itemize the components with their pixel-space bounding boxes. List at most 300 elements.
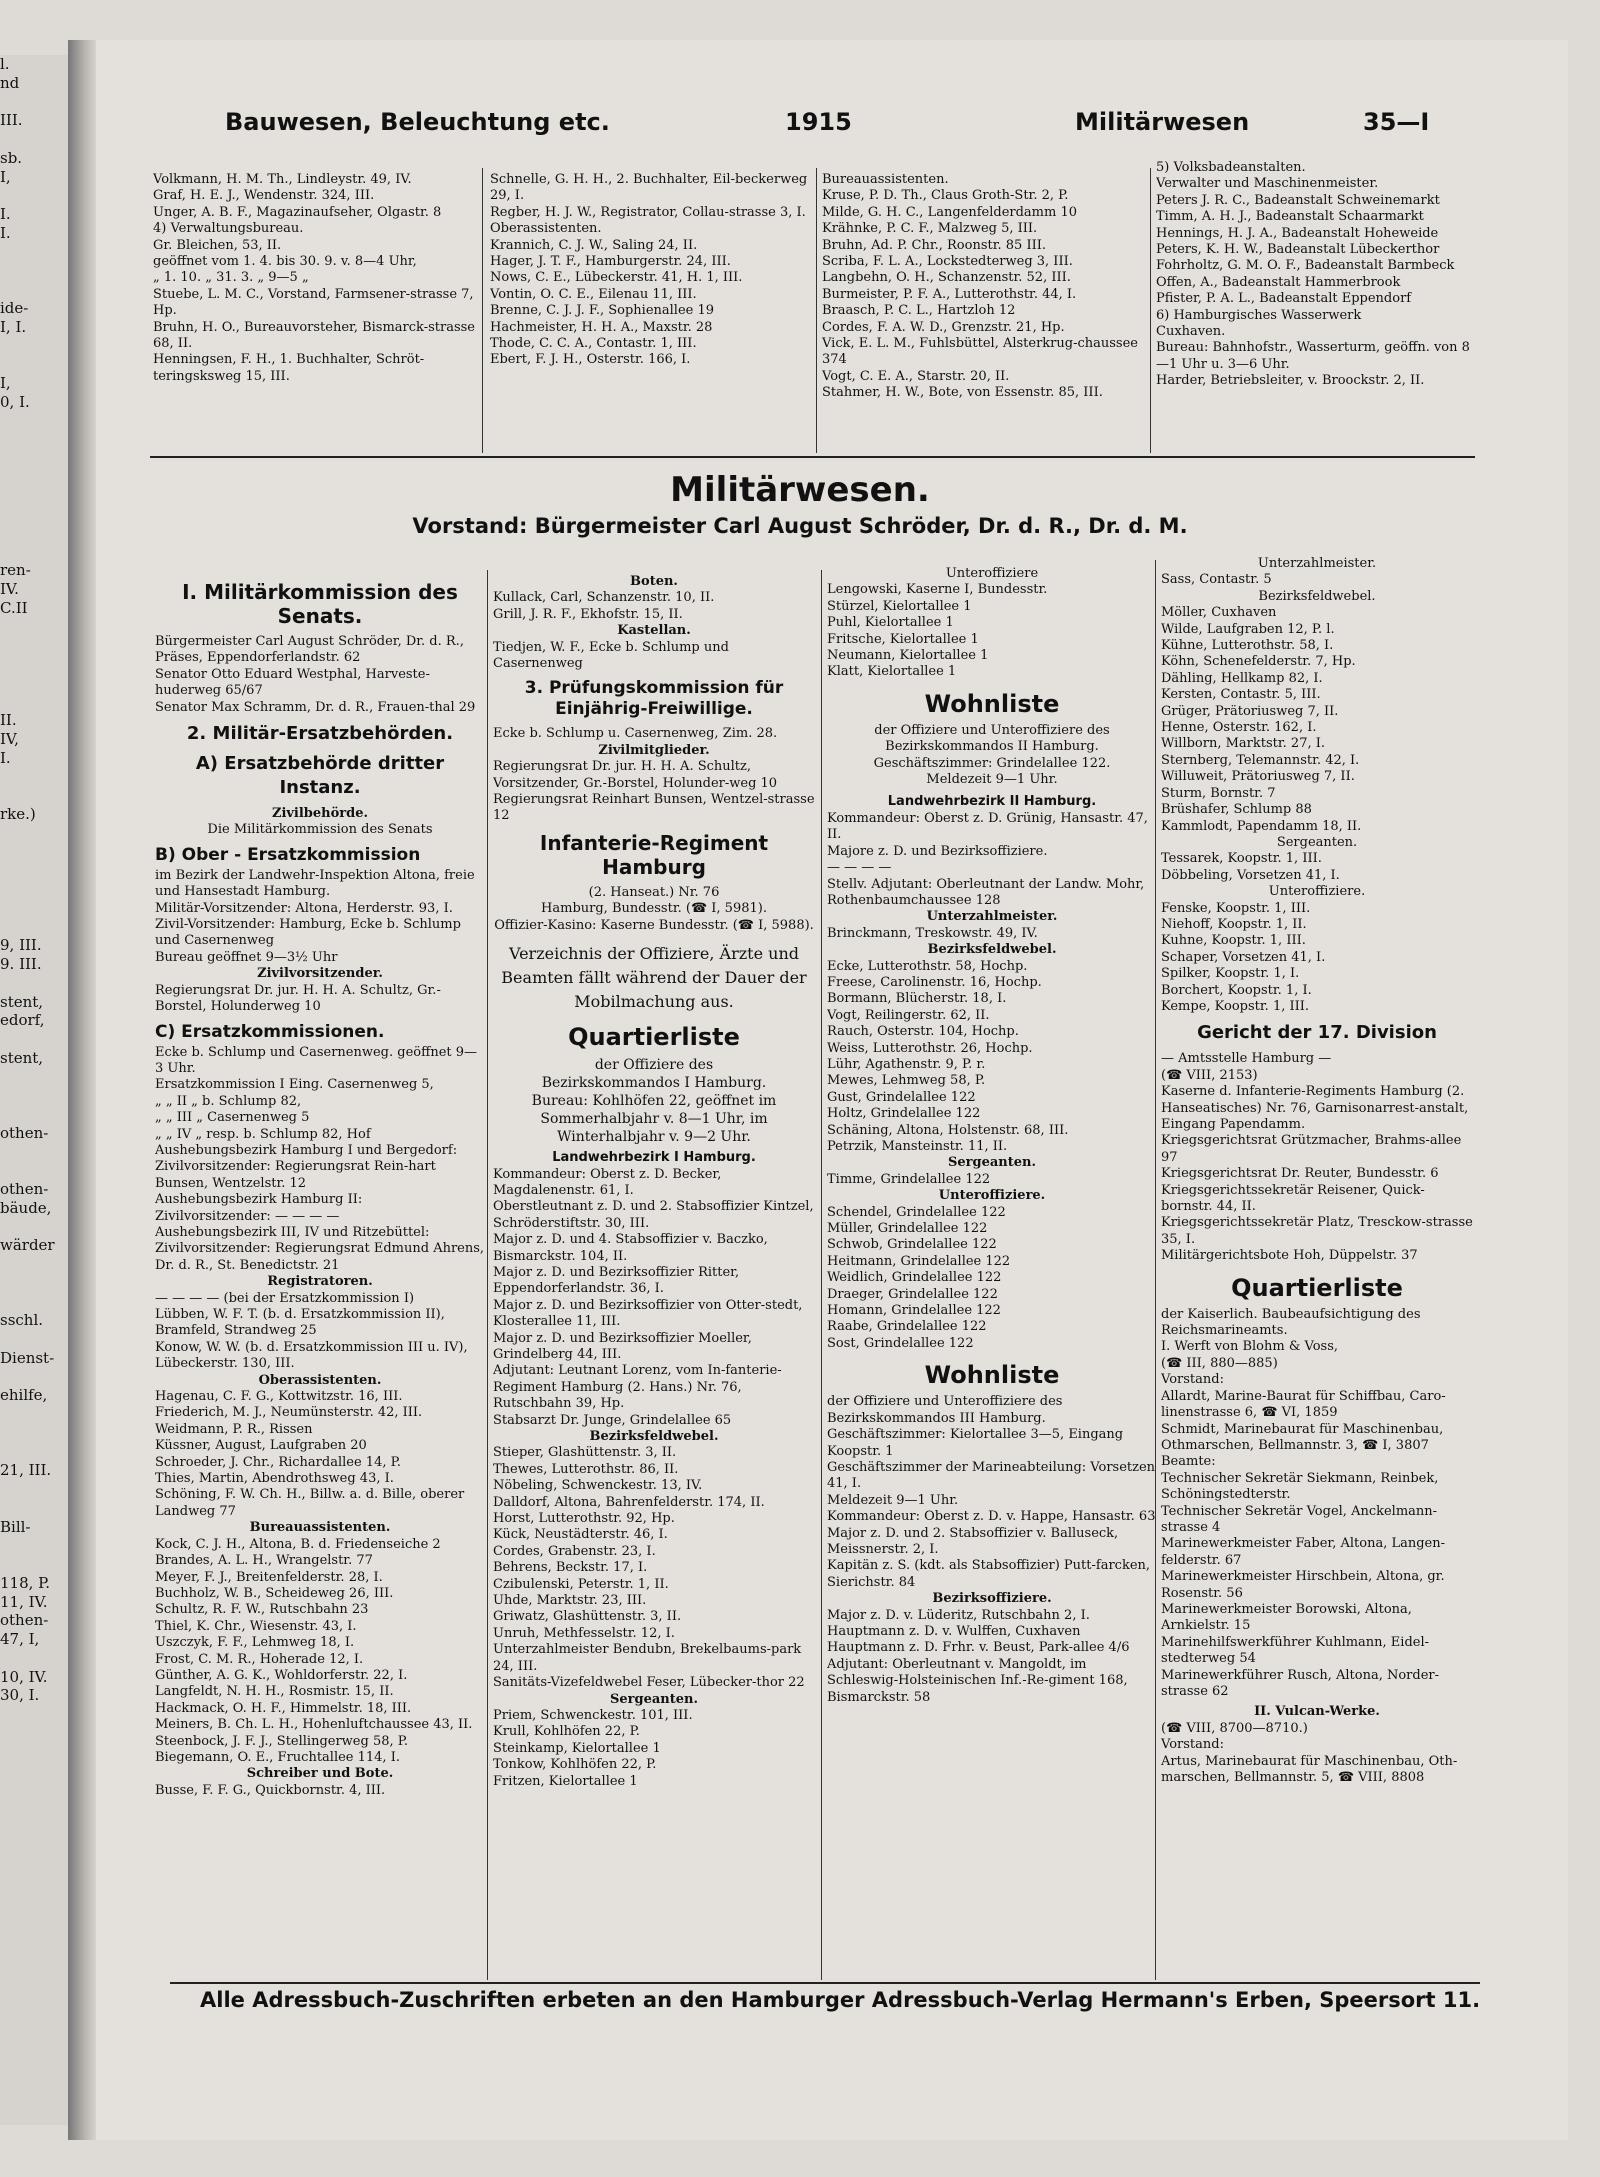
list-entry: Weiss, Lutterothstr. 26, Hochp. [827, 1040, 1033, 1056]
list-entry: Kommandeur: Oberst z. D. Grünig, Hansastr. 47, II. [827, 810, 1148, 843]
subheading: Oberassistenten. [258, 1372, 382, 1388]
list-entry: Major z. D. und Bezirksoffizier Ritter, Eppendorferlandstr. 36, I. [493, 1264, 740, 1297]
list-entry: Fenske, Koopstr. 1, III. [1161, 900, 1311, 916]
list-entry: Fritzen, Kielortallee 1 [493, 1773, 638, 1789]
list-entry: Major z. D. und Bezirksoffizier von Otter-stedt, Klosterallee 11, III. [493, 1297, 803, 1330]
list-entry: 5) Volksbadeanstalten. [1156, 160, 1306, 175]
prev-page-fragment: 47, I, [0, 1630, 40, 1648]
list-entry: Sturm, Bornstr. 7 [1161, 785, 1276, 801]
list-entry: Rauch, Osterstr. 104, Hochp. [827, 1024, 1019, 1040]
entry-list [155, 1291, 485, 1373]
list-entry: Vick, E. L. M., Fuhlsbüttel, Alsterkrug-chaussee 374 [822, 336, 1138, 368]
list-entry: Oberassistenten. [490, 221, 602, 237]
list-entry: Spilker, Koopstr. 1, I. [1161, 966, 1300, 982]
list-entry: Bureau: Bahnhofstr., Wasserturm, geöffn. von 8—1 Uhr u. 3—6 Uhr. [1156, 340, 1470, 372]
list-entry: Sternberg, Telemannstr. 42, I. [1161, 752, 1360, 768]
list-entry: Peters, K. H. W., Badeanstalt Lübeckerthor [1156, 242, 1440, 258]
prev-page-fragment [0, 674, 68, 693]
prev-page-fragment: sb. [0, 148, 23, 167]
entry-list [493, 1056, 815, 1146]
main-column-4 [1161, 556, 1473, 1984]
page-title: Militärwesen. [670, 470, 930, 510]
list-entry: Borchert, Koopstr. 1, I. [1161, 982, 1312, 998]
list-entry: Vogt, C. E. A., Starstr. 20, II. [822, 368, 1010, 384]
list-entry: Frost, C. M. R., Hoherade 12, I. [155, 1651, 364, 1667]
list-entry: Wilde, Laufgraben 12, P. l. [1161, 621, 1335, 637]
list-entry: Vorstand: [1161, 1737, 1224, 1753]
column-rule [482, 168, 483, 453]
prev-page-fragment: 10, IV. [0, 1667, 48, 1686]
top-column-3 [822, 172, 1152, 462]
list-entry: Schroeder, J. Chr., Richardallee 14, P. [155, 1454, 401, 1470]
list-entry: Hennings, H. J. A., Badeanstalt Hoheweide [1156, 225, 1439, 241]
prev-page-fragment: rke.) [0, 805, 36, 823]
subheading: Registratoren. [267, 1274, 373, 1290]
list-entry: Biegemann, O. E., Fruchtallee 114, I. [155, 1749, 400, 1765]
list-entry: Major z. D. und 2. Stabsoffizier v. Balluseck, Meissnerstr. 2, I. [827, 1525, 1119, 1557]
entry-list [827, 582, 1157, 680]
list-entry: Kruse, P. D. Th., Claus Groth-Str. 2, P. [822, 188, 1069, 204]
list-entry: Griwatz, Glashüttenstr. 3, II. [493, 1609, 682, 1625]
entry: Sass, Contastr. 5 [1161, 572, 1272, 588]
list-entry: Kammlodt, Papendamm 18, II. [1161, 818, 1362, 834]
list-entry: Unger, A. B. F., Magazinaufseher, Olgastr. 8 [153, 204, 442, 220]
entry-list [493, 1708, 815, 1790]
list-entry: Raabe, Grindelallee 122 [827, 1319, 987, 1335]
list-entry: Major z. D. v. Lüderitz, Rutschbahn 2, I. [827, 1607, 1090, 1623]
prev-page-fragment [0, 786, 68, 805]
list-entry: Marinehilfswerkführer Kuhlmann, Eidel-stedterweg 54 [1161, 1634, 1430, 1667]
list-entry: Friederich, M. J., Neumünsterstr. 42, III. [155, 1405, 423, 1421]
list-entry: Burmeister, P. F. A., Lutterothstr. 44, I. [822, 286, 1077, 302]
prev-page-fragment: I. [0, 223, 11, 242]
prev-page-fragment [0, 1330, 68, 1349]
column-rule [821, 570, 822, 1980]
list-entry: Timm, A. H. J., Badeanstalt Schaarmarkt [1156, 209, 1424, 225]
list-entry: Zivilvorsitzender: — — — — [155, 1208, 340, 1224]
main-column-1 [155, 574, 485, 1984]
list-entry: Cuxhaven. [1156, 324, 1226, 340]
list-entry: Kock, C. J. H., Altona, B. d. Friedenseiche 2 [155, 1536, 441, 1552]
heading-landwehrbezirk-ii: Landwehrbezirk II Hamburg. [887, 794, 1097, 810]
list-entry: Cordes, Grabenstr. 23, I. [493, 1543, 656, 1559]
prev-page-fragment: othen- [0, 1123, 49, 1142]
prev-page-fragment [0, 824, 68, 843]
list-entry: Technischer Sekretär Siekmann, Reinbek, Schöningstedterstr. [1161, 1470, 1439, 1503]
list-entry: Kriegsgerichtsrat Dr. Reuter, Bundesstr. 6 [1161, 1166, 1439, 1182]
prev-page-fragment [0, 1368, 68, 1387]
entry-list [490, 172, 810, 369]
heading-gericht: Gericht der 17. Division [1197, 1022, 1437, 1044]
list-entry: Senator Otto Eduard Westphal, Harveste-huderweg 65/67 [155, 666, 430, 699]
entry-list [155, 1537, 485, 1767]
prev-page-fragment: I, [0, 167, 11, 186]
list-entry: Offen, A., Badeanstalt Hammerbrook [1156, 274, 1401, 290]
list-entry: Vogt, Reilingerstr. 62, II. [827, 1007, 990, 1023]
list-entry: Fohrholtz, G. M. O. F., Badeanstalt Barmbeck [1156, 258, 1455, 274]
list-entry: Lühr, Agathenstr. 9, P. r. [827, 1056, 986, 1072]
prev-page-fragment [0, 243, 68, 262]
prev-page-fragment [0, 355, 68, 374]
list-entry: Bormann, Blücherstr. 18, I. [827, 991, 1007, 1007]
list-entry: Majore z. D. und Bezirksoffiziere. [827, 843, 1048, 859]
prev-page-fragment: II. [0, 711, 17, 730]
prev-page-fragment: othen- [0, 1180, 49, 1198]
list-entry: Czibulenski, Peterstr. 1, II. [493, 1576, 669, 1592]
list-entry: Kempe, Koopstr. 1, III. [1161, 998, 1310, 1014]
list-entry: Militär-Vorsitzender: Altona, Herderstr. 93, I. [155, 900, 453, 916]
prev-page-fragment [0, 918, 68, 937]
prev-page-fragment: l. [0, 55, 10, 73]
entry-list [822, 172, 1152, 402]
list-entry: Brüshafer, Schlump 88 [1161, 802, 1312, 818]
list-entry: Schäning, Altona, Holstenstr. 68, III. [827, 1122, 1069, 1138]
prev-page-fragment [0, 1480, 68, 1499]
list-entry: Marinewerkmeister Borowski, Altona, Arnkielstr. 15 [1161, 1601, 1412, 1634]
prev-page-fragment: wärder [0, 1236, 55, 1255]
list-entry: Bureau geöffnet 9—3½ Uhr [155, 949, 338, 965]
list-entry: Uszczyk, F. F., Lehmweg 18, I. [155, 1635, 355, 1651]
prev-page-fragment: I, I. [0, 317, 27, 336]
prev-page-fragment [0, 1649, 68, 1668]
entry-list [827, 1608, 1157, 1706]
heading-quartierliste: Quartierliste [568, 1023, 740, 1052]
list-entry: Marinewerkführer Rusch, Altona, Norder-strasse 62 [1161, 1667, 1439, 1699]
heading-ersatzkommissionen: C) Ersatzkommissionen. [155, 1021, 385, 1042]
prev-page-fragment [0, 1424, 68, 1443]
list-entry: Petrzik, Mansteinstr. 11, II. [827, 1139, 1008, 1154]
prev-page-fragment [0, 861, 68, 880]
list-entry: Draeger, Grindelallee 122 [827, 1286, 998, 1302]
list-entry: Grill, J. R. F., Ekhofstr. 15, II. [493, 606, 683, 622]
list-entry: (2. Hanseat.) Nr. 76 [588, 884, 720, 900]
prev-page-fragment: IV. [0, 580, 19, 598]
list-entry: Hamburg, Bundesstr. (☎ I, 5981). [541, 901, 767, 917]
entry-list [155, 868, 485, 966]
prev-page-fragment: 21, III. [0, 1461, 52, 1480]
prev-page-fragment: 11, IV. [0, 1592, 48, 1611]
column-rule [1155, 560, 1156, 1980]
list-entry: Allardt, Marine-Baurat für Schiffbau, Caro-linenstrasse 6, ☎ VI, 1859 [1161, 1388, 1446, 1421]
prev-page-fragment [0, 899, 68, 918]
list-entry: Bruhn, H. O., Bureauvorsteher, Bismarck-strasse 68, II. [153, 319, 475, 352]
subheading: Unterzahlmeister. [1257, 556, 1377, 571]
list-entry: Regierungsrat Reinhart Bunsen, Wentzel-strasse 12 [493, 792, 815, 824]
list-entry: Schmidt, Marinebaurat für Maschinenbau, Othmarschen, Bellmannstr. 3, ☎ I, 3807 [1161, 1421, 1444, 1453]
list-entry: — — — — (bei der Ersatzkommission I) [155, 1290, 415, 1306]
prev-page-fragment [0, 261, 68, 280]
heading-landwehrbezirk-i: Landwehrbezirk I Hamburg. [552, 1150, 756, 1166]
list-entry: Marinewerkmeister Faber, Altona, Langen-felderstr. 67 [1161, 1536, 1446, 1568]
list-entry: Möller, Cuxhaven [1161, 605, 1277, 621]
prev-page-fragment [0, 1555, 68, 1574]
prev-page-fragment [0, 1068, 68, 1087]
entry-list [493, 759, 815, 825]
list-entry: Schnelle, G. H. H., 2. Buchhalter, Eil-beckerweg 29, I. [490, 172, 808, 204]
list-entry: Meyer, F. J., Breitenfelderstr. 28, I. [155, 1569, 383, 1585]
subheading: Sergeanten. [610, 1691, 698, 1707]
list-entry: Kapitän z. S. (kdt. als Stabsoffizier) Putt-farcken, Sierichstr. 84 [827, 1558, 1151, 1590]
prev-page-fragment: ehilfe, [0, 1386, 48, 1405]
list-entry: Hachmeister, H. H. A., Maxstr. 28 [490, 319, 713, 335]
list-entry: Adjutant: Oberleutnant v. Mangoldt, im Schleswig-Holsteinischen Inf.-Re-giment 168, Bismarckstr. 58 [827, 1656, 1128, 1705]
prev-page-fragment [0, 93, 68, 112]
entry-list [1161, 901, 1473, 1016]
prev-page-fragment [0, 186, 68, 205]
list-entry: der Offiziere und Unteroffiziere des Bezirkskommandos III Hamburg. [827, 1394, 1063, 1426]
list-entry: Aushebungsbezirk Hamburg I und Bergedorf: [155, 1142, 458, 1158]
prev-page-fragment [0, 1030, 68, 1049]
list-entry: Nows, C. E., Lübeckerstr. 41, H. 1, III. [490, 270, 743, 286]
entry-list [827, 723, 1157, 789]
heading-wohnliste-iii: Wohnliste [924, 1361, 1060, 1390]
list-entry: der Kaiserlich. Baubeaufsichtigung des Reichsmarineamts. [1161, 1306, 1421, 1339]
list-entry: Brenne, C. J. J. F., Sophienallee 19 [490, 303, 715, 319]
list-entry: Schaper, Vorsetzen 41, I. [1161, 949, 1326, 965]
heading-ersatzbehoerde-a: A) Ersatzbehörde dritter Instanz. [195, 753, 445, 799]
list-entry: Bruhn, Ad. P. Chr., Roonstr. 85 III. [822, 237, 1046, 253]
list-entry: Kriegsgerichtsrat Grützmacher, Brahms-allee 97 [1161, 1133, 1462, 1165]
prev-page-fragment: III. [0, 111, 23, 130]
entry: Ecke b. Schlump u. Casernenweg, Zim. 28. [493, 726, 778, 742]
list-entry: Gr. Bleichen, 53, II. [153, 237, 282, 253]
list-entry: Dähling, Hellkamp 82, I. [1161, 670, 1323, 686]
list-entry: Niehoff, Koopstr. 1, II. [1161, 916, 1307, 932]
prev-page-fragment: othen- [0, 1611, 49, 1630]
list-entry: 4) Verwaltungsbureau. [153, 221, 304, 237]
main-column-3 [827, 566, 1157, 1984]
heading-militaerkommission: I. Militärkommission des Senats. [182, 580, 458, 628]
subheading: Bezirksfeldwebel. [927, 942, 1057, 958]
entry-list [1161, 1051, 1473, 1264]
list-entry: Kommandeur: Oberst z. D. Becker, Magdalenenstr. 61, I. [493, 1166, 722, 1198]
list-entry: Lengowski, Kaserne I, Bundesstr. [827, 582, 1048, 598]
column-rule [816, 168, 817, 453]
list-entry: Willuweit, Prätoriusweg 7, II. [1161, 769, 1355, 785]
prev-page-fragment [0, 618, 68, 637]
book-gutter [68, 40, 96, 2140]
list-entry: Offizier-Kasino: Kaserne Bundesstr. (☎ I, 5988). [494, 917, 814, 933]
column-rule [487, 570, 488, 1980]
top-column-4 [1156, 160, 1474, 460]
prev-page-fragment: 0, I. [0, 392, 30, 411]
list-entry: Ecke, Lutterothstr. 58, Hochp. [827, 958, 1028, 974]
list-entry: Langfeldt, N. H. H., Rosmistr. 15, II. [155, 1684, 394, 1700]
prev-page-fragment [0, 543, 68, 562]
prev-page-fragment: ide- [0, 298, 29, 317]
list-entry: Sanitäts-Vizefeldwebel Feser, Lübecker-thor 22 [493, 1675, 805, 1691]
prev-page-fragment [0, 1255, 68, 1274]
prev-page-fragment [0, 843, 68, 862]
list-entry: (☎ III, 880—885) [1161, 1355, 1278, 1371]
list-entry: Cordes, F. A. W. D., Grenzstr. 21, Hp. [822, 319, 1065, 335]
list-entry: Krähnke, P. C. F., Malzweg 5, III. [822, 221, 1038, 237]
prev-page-fragment: I. [0, 748, 11, 767]
prev-page-fragment [0, 1499, 68, 1518]
list-entry: Lübben, W. F. T. (b. d. Ersatzkommission II), Bramfeld, Strandweg 25 [155, 1307, 445, 1339]
prev-page-fragment [0, 636, 68, 655]
list-entry: Horst, Lutterothstr. 92, Hp. [493, 1511, 675, 1527]
header-page-number: 35—I [1363, 108, 1430, 136]
list-entry: Vorstand: [1161, 1372, 1224, 1388]
list-entry: Stahmer, H. W., Bote, von Essenstr. 85, III. [822, 385, 1103, 401]
list-entry: Nöbeling, Schwenckestr. 13, IV. [493, 1478, 703, 1494]
subheading: Unterzahlmeister. [926, 909, 1058, 925]
list-entry: Pfister, P. A. L., Badeanstalt Eppendorf [1156, 291, 1412, 307]
subheading: Schreiber und Bote. [246, 1766, 394, 1782]
list-entry: Konow, W. W. (b. d. Ersatzkommission III u. IV), Lübeckerstr. 130, III. [155, 1339, 468, 1372]
list-entry: Schöning, F. W. Ch. H., Billw. a. d. Bille, oberer Landweg 77 [155, 1487, 465, 1519]
entry-list [1161, 851, 1473, 884]
heading-infanterie-regiment: Infanterie-Regiment Hamburg [539, 830, 769, 879]
prev-page-fragment [0, 486, 68, 505]
list-entry: Stellv. Adjutant: Oberleutnant der Landw. Mohr, Rothenbaumchaussee 128 [827, 876, 1145, 908]
list-entry: Harder, Betriebsleiter, v. Broockstr. 2, II. [1156, 373, 1425, 389]
entry-list [155, 1389, 485, 1520]
prev-page-fragment [0, 505, 68, 524]
prev-page-fragment: I, [0, 373, 11, 392]
header-year: 1915 [785, 108, 852, 136]
list-entry: „ „ II „ b. Schlump 82, [155, 1093, 302, 1109]
prev-page-fragment: nd [0, 73, 20, 92]
list-entry: 6) Hamburgisches Wasserwerk [1156, 307, 1362, 323]
list-entry: Oberstleutnant z. D. und 2. Stabsoffizier Kintzel, Schröderstiftstr. 30, III. [493, 1199, 814, 1231]
heading-ersatzbehoerden: 2. Militär-Ersatzbehörden. [186, 723, 454, 745]
heading-pruefungskommission: 3. Prüfungskommission für Einjährig-Freiwillige. [524, 678, 784, 720]
list-entry: Brandes, A. L. H., Wrangelstr. 77 [155, 1553, 373, 1569]
list-entry: Bureau: Kohlhöfen 22, geöffnet im Sommerhalbjahr v. 8—1 Uhr, im Winterhalbjahr v. 9—2 Uhr. [531, 1093, 777, 1146]
prev-page-fragment [0, 693, 68, 712]
list-entry: Küssner, August, Laufgraben 20 [155, 1438, 367, 1454]
prev-page-fragment [0, 430, 68, 449]
prev-page-fragment: 9. III. [0, 955, 42, 973]
prev-page-fragment [0, 1161, 68, 1180]
list-entry: Verwalter und Maschinenmeister. [1156, 176, 1379, 192]
list-entry: Grüger, Prätoriusweg 7, II. [1161, 703, 1339, 719]
list-entry: „ „ III „ Casernenweg 5 [155, 1110, 310, 1126]
prev-page-fragment [0, 880, 68, 899]
list-entry: Krull, Kohlhöfen 22, P. [493, 1724, 640, 1740]
entry-list [493, 885, 815, 934]
list-entry: Beamte: [1161, 1454, 1216, 1470]
list-entry: der Offiziere und Unteroffiziere des Bezirkskommandos II Hamburg. [874, 722, 1110, 755]
prev-page-fragment: 30, I. [0, 1686, 40, 1705]
previous-page-edge [0, 55, 69, 2125]
list-entry: Dalldorf, Altona, Bahrenfelderstr. 174, II. [493, 1494, 765, 1510]
entry: Die Militärkommission des Senats [207, 822, 433, 838]
list-entry: Vontin, O. C. E., Eilenau 11, III. [490, 286, 697, 302]
list-entry: Major z. D. und 4. Stabsoffizier v. Baczko, Bismarckstr. 104, II. [493, 1232, 768, 1264]
list-entry: Köhn, Schenefelderstr. 7, Hp. [1161, 654, 1356, 670]
subheading: Zivilvorsitzender. [257, 966, 383, 982]
prev-page-fragment: edorf, [0, 1011, 45, 1030]
prev-page-fragment [0, 1105, 68, 1124]
entry-list [493, 1167, 815, 1430]
list-entry: Artus, Marinebaurat für Maschinenbau, Oth-marschen, Bellmannstr. 5, ☎ VIII, 8808 [1161, 1753, 1458, 1786]
list-entry: Meldezeit 9—1 Uhr. [926, 772, 1058, 788]
list-entry: Zivil-Vorsitzender: Hamburg, Ecke b. Schlump und Casernenweg [155, 917, 461, 949]
prev-page-fragment [0, 1218, 68, 1237]
list-entry: Freese, Carolinenstr. 16, Hochp. [827, 974, 1042, 990]
subheading: Boten. [630, 574, 678, 589]
subheading: Zivilbehörde. [271, 806, 369, 822]
list-entry: I. Werft von Blohm & Voss, [1161, 1339, 1339, 1355]
list-entry: „ 1. 10. „ 31. 3. „ 9—5 „ [153, 270, 309, 286]
list-entry: Weidmann, P. R., Rissen [155, 1421, 313, 1437]
list-entry: Stieper, Glashüttenstr. 3, II. [493, 1445, 677, 1461]
entry: Brinckmann, Treskowstr. 49, IV. [827, 925, 1038, 941]
entry-list [827, 1205, 1157, 1353]
prev-page-fragment [0, 130, 68, 149]
prev-page-fragment [0, 524, 68, 543]
list-entry: Kück, Neustädterstr. 46, I. [493, 1527, 668, 1543]
list-entry: Adjutant: Leutnant Lorenz, vom In-fanterie-Regiment Hamburg (2. Hans.) Nr. 76, Rutschbahn 39, Hp. [493, 1363, 782, 1412]
list-entry: Stuebe, L. M. C., Vorstand, Farmsener-strasse 7, Hp. [153, 286, 474, 319]
subheading: Kastellan. [617, 623, 691, 639]
prev-page-fragment [0, 411, 68, 430]
prev-page-fragment: stent, [0, 1048, 44, 1067]
list-entry: Meiners, B. Ch. L. H., Hohenluftchaussee 43, II. [155, 1717, 473, 1733]
list-entry: im Bezirk der Landwehr-Inspektion Altona, freie und Hansestadt Hamburg. [155, 867, 475, 900]
prev-page-fragment [0, 336, 68, 355]
list-entry: Zivilvorsitzender: Regierungsrat Edmund Ahrens, Dr. d. R., St. Benedictstr. 21 [155, 1241, 485, 1273]
entry-list [827, 959, 1157, 1156]
list-entry: Graf, H. E. J., Wendenstr. 324, III. [153, 188, 375, 204]
prev-page-fragment: I. [0, 205, 11, 223]
list-entry: „ „ IV „ resp. b. Schlump 82, Hof [155, 1126, 371, 1142]
list-entry: Aushebungsbezirk Hamburg II: [155, 1192, 363, 1208]
entry-list [827, 811, 1157, 909]
list-entry: Regierungsrat Dr. jur. H. H. A. Schultz, Vorsitzender, Gr.-Borstel, Holunder-weg 10 [493, 759, 778, 791]
footer-rule [170, 1982, 1480, 1984]
list-entry: Döbbeling, Vorsetzen 41, I. [1161, 867, 1340, 883]
list-entry: Puhl, Kielortallee 1 [827, 615, 954, 631]
entry-list [155, 1045, 485, 1275]
subheading: Sergeanten. [1276, 834, 1358, 850]
list-entry: geöffnet vom 1. 4. bis 30. 9. v. 8—4 Uhr, [153, 254, 417, 270]
list-entry: der Offiziere des [594, 1057, 714, 1074]
prev-page-fragment [0, 1086, 68, 1105]
list-entry: Marinewerkmeister Hirschbein, Altona, gr. Rosenstr. 56 [1161, 1569, 1445, 1601]
prev-page-fragment [0, 1293, 68, 1312]
list-entry: Langbehn, O. H., Schanzenstr. 52, III. [822, 270, 1071, 286]
list-entry: Geschäftszimmer: Kielortallee 3—5, Eingang Koopstr. 1 [827, 1427, 1124, 1459]
list-entry: Ecke b. Schlump und Casernenweg. geöffnet 9—3 Uhr. [155, 1044, 478, 1076]
list-entry: Geschäftszimmer: Grindelallee 122. [873, 755, 1111, 771]
list-entry: — — — — [827, 860, 892, 876]
heading-quartierliste-marine: Quartierliste [1231, 1273, 1403, 1302]
prev-page-fragment: C.II [0, 598, 28, 617]
subheading: Unteroffiziere. [1268, 884, 1366, 900]
list-entry: Uhde, Marktstr. 23, III. [493, 1593, 647, 1609]
list-entry: Buchholz, W. B., Scheideweg 26, III. [155, 1585, 394, 1601]
list-entry: Thies, Martin, Abendrothsweg 43, I. [155, 1471, 394, 1487]
list-entry: Günther, A. G. K., Wohldorferstr. 22, I. [155, 1667, 408, 1683]
top-column-2 [490, 172, 810, 462]
list-entry: Hagenau, C. F. G., Kottwitzstr. 16, III. [155, 1389, 403, 1405]
prev-page-fragment [0, 468, 68, 487]
prev-page-fragment [0, 1274, 68, 1293]
list-entry: Klatt, Kielortallee 1 [827, 664, 957, 680]
list-entry: Hager, J. T. F., Hamburgerstr. 24, III. [490, 254, 731, 270]
list-entry: Kersten, Contastr. 5, III. [1161, 687, 1321, 703]
section-divider [150, 456, 1475, 458]
list-entry: Kriegsgerichtssekretär Reisener, Quick-bornstr. 44, II. [1161, 1182, 1425, 1215]
list-entry: Unterzahlmeister Bendubn, Brekelbaums-park 24, III. [493, 1642, 802, 1674]
list-entry: Thewes, Lutterothstr. 86, II. [493, 1461, 679, 1477]
list-entry: Steinkamp, Kielortallee 1 [493, 1740, 661, 1756]
entry-list [155, 634, 485, 716]
